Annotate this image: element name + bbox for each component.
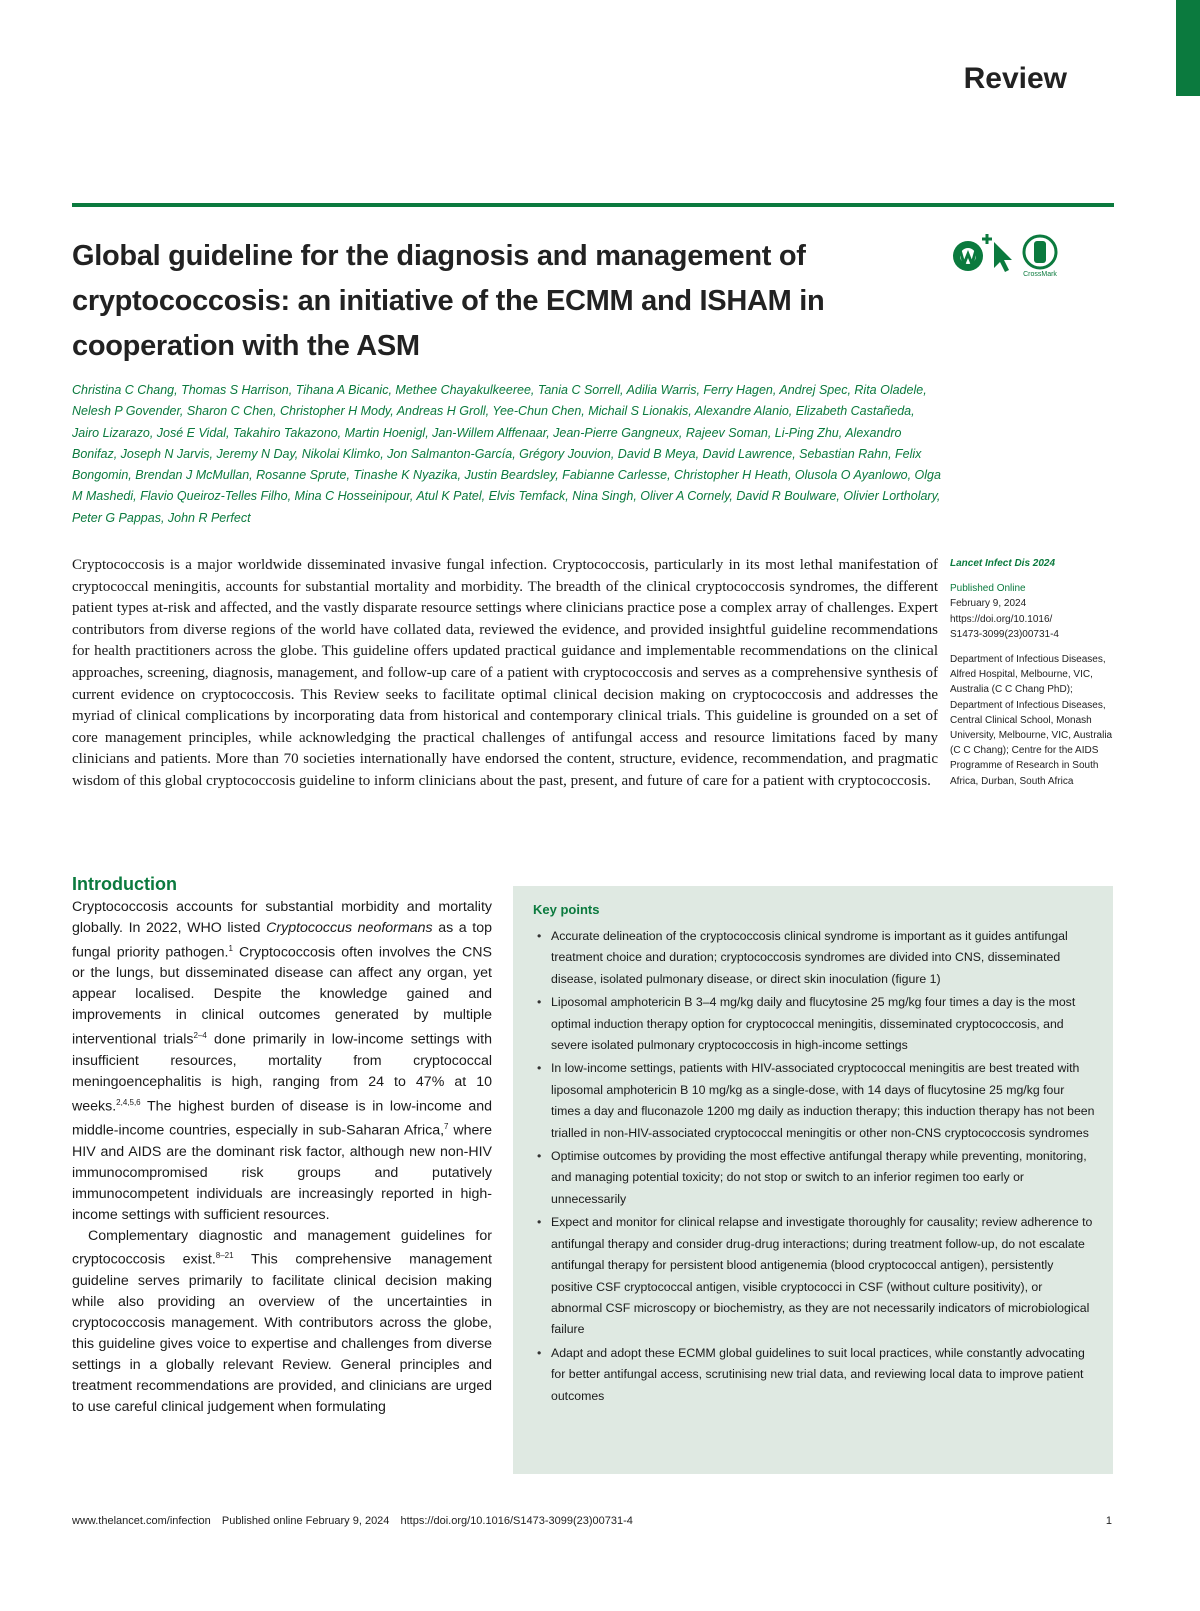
intro-text: Complementary diagnostic and management guidelines for cryptococcosis exist. bbox=[72, 1227, 492, 1269]
published-date: February 9, 2024 bbox=[950, 598, 1027, 610]
key-points-list bbox=[533, 926, 1097, 1407]
journal-citation: Lancet Infect Dis 2024 bbox=[950, 558, 1056, 569]
key-point-item: • Expect and monitor for clinical relapse and investigate thoroughly for causality; review adherence to antifungal therapy and consider drug-drug interactions; during treatment follow-up, do not escalate antifungal therapy for persistent blood antigenemia (blood cryptococcal antigen), persistently positive CSF cryptococcal antigen, visible cryptococci in CSF (without culture positivity), or abnormal CSF microscopy or biochemistry, as they are not necessarily indicators of microbiological failure bbox=[533, 1212, 1097, 1340]
affiliations: Department of Infectious Diseases, Alfred Hospital, Melbourne, VIC, Australia (C C Chang PhD); Department of Infectious Diseases, Central Clinical School, Monash University, Melbourne, VIC, Australia (C C Chang); Centre for the AIDS Programme of Research in South Africa, Durban, South Africa bbox=[950, 654, 1113, 787]
author-list: Christina C Chang, Thomas S Harrison, Tihana A Bicanic, Methee Chayakulkeeree, Tania C Sorrell, Adilia Warris, Ferry Hagen, Andrej Spec, Rita Oladele, Nelesh P Govender, Sharon C Chen, Christopher H Mody, Andreas H Groll, Yee-Chun Chen, Michail S Lionakis, Alexandre Alanio, Elizabeth Castañeda, Jairo Lizarazo, José E Vidal, Takahiro Takazono, Martin Hoenigl, Jan-Willem Alffenaar, Jean-Pierre Gangneux, Rajeev Soman, Li-Ping Zhu, Alexandro Bonifaz, Joseph N Jarvis, Jeremy N Day, Nikolai Klimko, Jon Salmanton-García, Grégory Jouvion, David B Meya, David Lawrence, Sebastian Rahn, Felix Bongomin, Brendan J McMullan, Rosanne Sprute, Tinashe K Nyazika, Justin Beardsley, Fabianne Carlesse, Christopher H Heath, Olusola O Ayanlowo, Olga M Mashedi, Flavio Queiroz-Telles Filho, Mina C Hosseinipour, Atul K Patel, Elvis Temfack, Nina Singh, Oliver A Cornely, David R Boulware, Olivier Lortholary, Peter G Pappas, John R Perfect bbox=[72, 383, 941, 525]
key-point-item: • Adapt and adopt these ECMM global guidelines to suit local practices, while constantly advocating for better antifungal access, scrutinising new trial data, and reviewing local data to improve patient outcomes bbox=[533, 1343, 1097, 1407]
open-access-plus-icon[interactable] bbox=[953, 234, 992, 271]
article-title: Global guideline for the diagnosis and management of cryptococcosis: an initiative of the ECMM and ISHAM in cooperation with the ASM bbox=[72, 240, 825, 362]
footer-doi-link[interactable]: https://doi.org/10.1016/S1473-3099(23)00731-4 bbox=[400, 1515, 633, 1527]
section-label: Review bbox=[963, 62, 1067, 95]
intro-text: Cryptococcosis accounts for substantial morbidity and mortality globally. In 2022, WHO listed bbox=[72, 899, 492, 936]
reference-superscript[interactable]: 8–21 bbox=[215, 1251, 234, 1261]
intro-paragraph-1 bbox=[72, 897, 492, 1226]
intro-paragraph-2 bbox=[72, 1226, 492, 1418]
cursor-icon bbox=[994, 242, 1012, 272]
key-point-item: • In low-income settings, patients with HIV-associated cryptococcal meningitis are best treated with liposomal amphotericin B 10 mg/kg as a single-dose, with 14 days of flucytosine 25 mg/kg four times a day and fluconazole 1200 mg daily as induction therapy; this induction therapy has not been trialled in non-HIV-associated cryptococcal meningitis or other non-CNS cryptococcosis syndromes bbox=[533, 1058, 1097, 1144]
key-point-item: • Accurate delineation of the cryptococcosis clinical syndrome is important as it guides antifungal treatment choice and duration; cryptococcosis syndromes are divided into CNS, disseminated disease, isolated pulmonary disease, or direct skin inoculation (figure 1) bbox=[533, 926, 1097, 990]
crossmark-icon[interactable] bbox=[1023, 236, 1057, 278]
introduction-body bbox=[72, 897, 492, 1417]
introduction-heading: Introduction bbox=[72, 874, 177, 894]
article-badges bbox=[950, 228, 1100, 278]
article-info-sidebar bbox=[950, 556, 1115, 789]
key-point-item: • Optimise outcomes by providing the most effective antifungal therapy while preventing, monitoring, and managing potential toxicity; do not stop or switch to an inferior regimen too early or unnecessarily bbox=[533, 1146, 1097, 1210]
intro-text: This comprehensive management guideline serves primarily to facilitate clinical decision making while also providing an overview of the uncertainties in cryptococcosis management. With contributors across the globe, this guideline gives voice to expertise and challenges from diverse settings in a globally relevant Review. General principles and treatment recommendations are provided, and clinicians are urged to use careful clinical judgement when formulating bbox=[72, 1252, 492, 1415]
key-point-item: • Liposomal amphotericin B 3–4 mg/kg daily and flucytosine 25 mg/kg four times a day is the most optimal induction therapy option for cryptococcal meningitis, disseminated cryptococcosis, and severe isolated pulmonary cryptococcosis in high-income settings bbox=[533, 992, 1097, 1056]
abstract: Cryptococcosis is a major worldwide disseminated invasive fungal infection. Cryptococcosis, particularly in its most lethal manifestation of cryptococcal meningitis, accounts for substantial mortality and morbidity. The breadth of the clinical cryptococcosis syndromes, the different patient types at-risk and affected, and the vastly disparate resource settings where clinicians practice pose a complex array of challenges. Expert contributors from diverse regions of the world have collated data, reviewed the evidence, and provided insightful guideline recommendations for health practitioners across the globe. This guideline offers updated practical guidance and implementable recommendations on the clinical approaches, screening, diagnosis, management, and follow-up care of a patient with cryptococcosis and serves as a comprehensive synthesis of current evidence on cryptococcosis. This Review seeks to facilitate optimal clinical decision making on cryptococcosis and addresses the myriad of clinical complications by incorporating data from historical and contemporary clinical trials. This guideline is grounded on a set of core management principles, while acknowledging the practical challenges of antifungal access and resource limitations faced by many clinicians and patients. More than 70 societies internationally have endorsed the content, structure, evidence, recommendation, and pragmatic wisdom of this global cryptococcosis guideline to inform clinicians about the past, present, and future of care for a patient with cryptococcosis. bbox=[72, 557, 938, 789]
doi-link-part2[interactable]: S1473-3099(23)00731-4 bbox=[950, 628, 1059, 640]
species-name: Cryptococcus neoformans bbox=[266, 919, 433, 936]
key-points-panel bbox=[513, 886, 1113, 1474]
reference-superscript[interactable]: 2,4,5,6 bbox=[116, 1097, 141, 1107]
page-number: 1 bbox=[1105, 1515, 1112, 1527]
page-footer bbox=[72, 1515, 1112, 1527]
key-points-heading: Key points bbox=[533, 902, 600, 917]
intro-text: Cryptococcosis often involves the CNS or the lungs, but disseminated disease can affect any organ, yet appear localised. Despite the knowledge gained and improvements in clinical outcomes generated by multiple interventional trials bbox=[72, 944, 492, 1048]
footer-published: Published online February 9, 2024 bbox=[221, 1515, 390, 1527]
doi-link-part1[interactable]: https://doi.org/10.1016/ bbox=[950, 613, 1053, 625]
intro-text: done primarily in low-income settings with insufficient resources, mortality from cryptococcal meningoencephalitis is high, ranging from 24 to 47% at 10 weeks. bbox=[72, 1031, 492, 1115]
reference-superscript[interactable]: 7 bbox=[444, 1122, 449, 1132]
published-online-label: Published Online bbox=[950, 583, 1026, 595]
intro-text: where HIV and AIDS are the dominant risk factor, although new non-HIV immunocompromised risk groups and putatively immunocompetent individuals are increasingly reported in high-income settings with sufficient resources. bbox=[72, 1123, 492, 1223]
reference-superscript[interactable]: 2–4 bbox=[193, 1031, 207, 1041]
footer-site-link[interactable]: www.thelancet.com/infection bbox=[72, 1515, 211, 1527]
header-rule bbox=[72, 203, 1114, 207]
reference-superscript[interactable]: 1 bbox=[228, 943, 233, 953]
crossmark-label: CrossMark bbox=[1023, 271, 1057, 278]
intro-text: as a top fungal priority pathogen. bbox=[72, 919, 492, 961]
section-color-tab bbox=[1176, 0, 1200, 96]
intro-text: The highest burden of disease is in low-income and middle-income countries, especially in sub-Saharan Africa, bbox=[72, 1098, 492, 1139]
